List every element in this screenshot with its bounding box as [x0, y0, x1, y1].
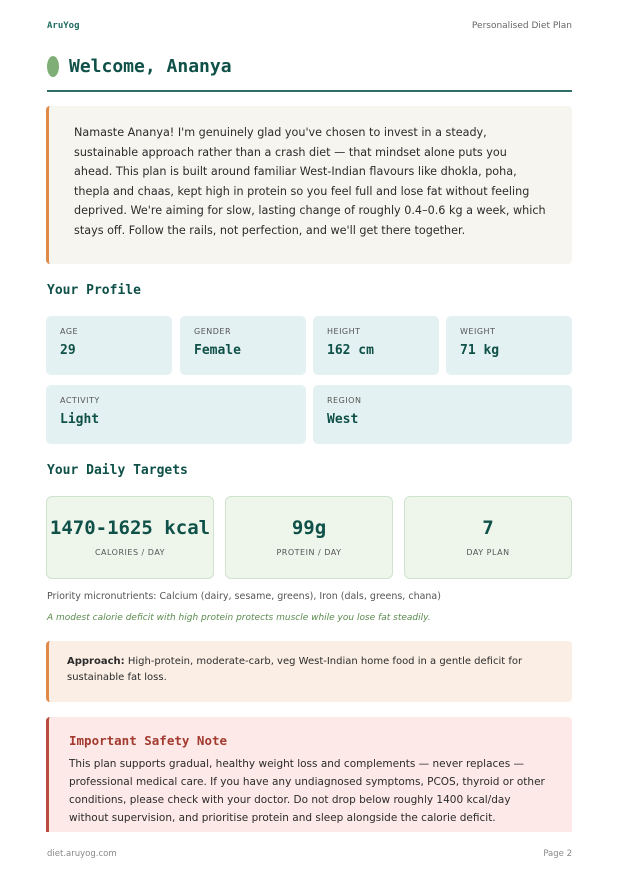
card-label: WEIGHT — [460, 327, 496, 336]
card-value: Light — [60, 412, 100, 427]
profile-card-activity — [46, 385, 306, 444]
top-bar — [47, 21, 572, 31]
card-label: ACTIVITY — [60, 396, 100, 405]
card-label: AGE — [60, 327, 79, 336]
target-label: PROTEIN / DAY — [276, 548, 342, 557]
targets-heading: Your Daily Targets — [47, 463, 188, 478]
target-value: 99g — [291, 517, 327, 539]
card-label: GENDER — [194, 327, 232, 336]
target-label: CALORIES / DAY — [94, 548, 166, 557]
brand-name: AruYog — [47, 21, 80, 31]
footer-site: diet.aruyog.com — [47, 849, 117, 859]
card-value: 29 — [60, 343, 76, 358]
target-value: 1470-1625 kcal — [49, 517, 211, 539]
card-label: REGION — [327, 396, 362, 405]
target-calories — [46, 496, 214, 579]
approach-text: High-protein, moderate-carb, veg West-Indian home food in a gentle deficit for sustainable fat loss. — [67, 656, 523, 683]
profile-card-gender — [180, 316, 306, 375]
approach-label: Approach: — [67, 656, 125, 667]
document-type: Personalised Diet Plan — [471, 21, 572, 31]
target-label: DAY PLAN — [466, 548, 510, 557]
card-value: Female — [194, 343, 241, 358]
micronutrients-text: Priority micronutrients: Calcium (dairy, sesame, greens), Iron (dals, greens, chana) — [47, 591, 441, 602]
card-value: West — [327, 412, 359, 427]
target-protein — [225, 496, 393, 579]
profile-card-height — [313, 316, 439, 375]
card-value: 162 cm — [327, 343, 374, 358]
safety-title: Important Safety Note — [69, 733, 228, 748]
leaf-icon — [47, 56, 59, 77]
profile-card-weight — [446, 316, 572, 375]
profile-heading: Your Profile — [47, 283, 141, 298]
card-label: HEIGHT — [327, 327, 361, 336]
profile-card-region — [313, 385, 572, 444]
page-number: Page 2 — [543, 849, 572, 859]
target-days — [404, 496, 572, 579]
welcome-message: Namaste Ananya! I'm genuinely glad you've chosen to invest in a steady, sustainable approach rather than a crash diet — that mindset alone puts you ahead. This plan is built around familiar West-Indian flavours like dhokla, poha, thepla and chaas, kept high in protein so you feel full and lose fat without feeling deprived. We're aiming for slow, lasting change of roughly 0.4–0.6 kg a week, which stays off. Follow the rails, not perfection, and we'll get there together. — [46, 106, 572, 264]
footer — [47, 849, 572, 859]
safety-text: This plan supports gradual, healthy weight loss and complements — never replaces — professional medical care. If you have any undiagnosed symptoms, PCOS, thyroid or other conditions, please check with your doctor. Do not drop below roughly 1400 kcal/day without supervision, and prioritise protein and sleep alongside the calorie deficit. — [69, 758, 545, 824]
target-value: 7 — [482, 517, 494, 539]
deficit-note: A modest calorie deficit with high protein protects muscle while you lose fat steadily. — [47, 613, 431, 623]
safety-note — [46, 717, 572, 832]
approach-box — [46, 641, 572, 702]
profile-card-age — [46, 316, 172, 375]
card-value: 71 kg — [460, 343, 500, 358]
page-title: Welcome, Ananya — [69, 56, 232, 77]
title-row — [47, 53, 572, 92]
